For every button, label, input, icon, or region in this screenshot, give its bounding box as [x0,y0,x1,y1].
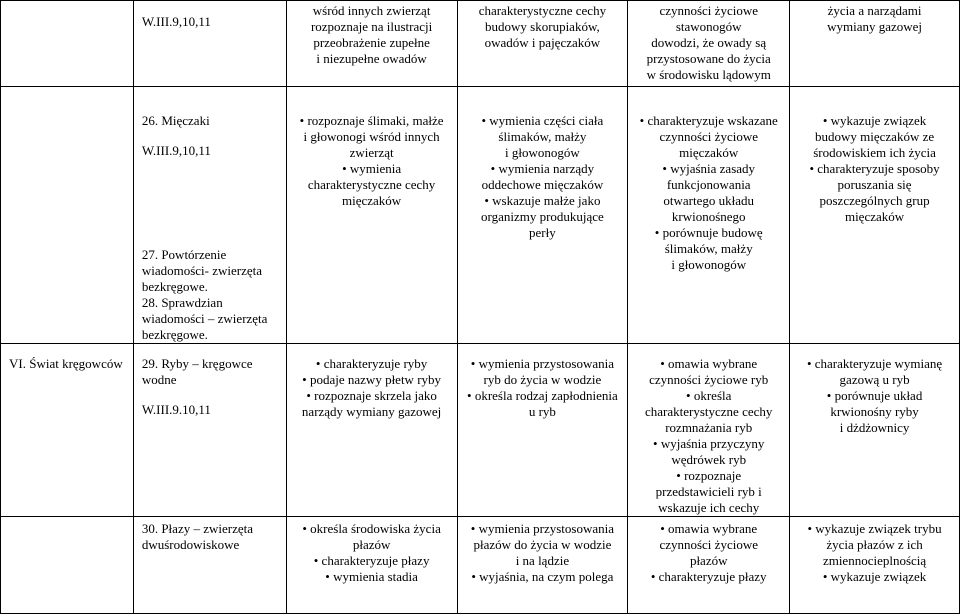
bullet-line: czynności życiowe ryb [649,372,769,387]
bullet-line: ryb do życia w wodzie [483,372,602,387]
bullet-line: i głowonogów [505,145,580,160]
bullet-item [287,356,457,372]
text-line: budowy skorupiaków, [485,19,600,34]
bullet-item [790,521,959,569]
row3-col2 [286,344,457,517]
text-line: bezkręgowe. [141,327,208,342]
bullet-text: porównuje budowę [662,225,763,240]
row3-col5 [790,344,960,517]
text-line: wśród innych zwierząt [312,3,431,18]
bullet-item [628,356,789,388]
topic-title: 30. Płazy – zwierzęta [141,521,254,536]
row2-col5 [790,87,960,344]
bullet-line: funkcjonowania [666,177,751,192]
row1-topic [133,1,286,87]
bullet-line [628,161,789,177]
bullet-item [790,356,959,388]
row2-section [1,87,134,344]
bullet-text: określa rodzaj zapłodnienia [474,388,618,403]
bullet-item [287,569,457,585]
bullet-line: krwionośny ryby [830,404,919,419]
topic-title: 29. Ryby – kręgowce [141,356,253,371]
bullet-line: gazową u ryb [839,372,910,387]
row4-col3 [457,517,628,614]
bullet-line: życia płazów z ich [826,537,923,552]
bullet-line: zwierząt [349,145,394,160]
bullet-line: organizmy produkujące [480,209,604,224]
bullet-text: charakteryzuje sposoby [817,161,940,176]
bullet-icon: • [490,161,499,176]
bullet-line [790,356,959,372]
bullet-icon: • [660,521,669,536]
bullet-item [628,436,789,468]
row4-col2 [286,517,457,614]
row4-section [1,517,134,614]
text-line: 28. Sprawdzian [141,295,223,310]
text-line: i niezupełne owadów [316,51,427,66]
text-line: czynności życiowe [659,3,758,18]
bullet-item [458,356,628,388]
bullet-icon: • [653,436,661,451]
bullet-item [628,521,789,569]
bullet-icon: • [650,569,659,584]
bullet-line: płazów [352,537,391,552]
bullet-item [628,113,789,161]
bullet-line [628,388,789,404]
bullet-icon: • [299,113,308,128]
bullet-text: wymienia narządy [498,161,595,176]
bullet-icon: • [676,468,685,483]
bullet-text: porównuje układ [834,388,923,403]
bullet-line: budowy mięczaków ze [815,129,935,144]
bullet-text: wyjaśnia zasady [670,161,756,176]
row2-col4 [628,87,790,344]
table-row-2 [1,87,960,344]
bullet-icon: • [807,521,816,536]
bullet-line: charakterystyczne cechy [307,177,436,192]
bullet-line: ślimaków, małży [664,241,753,256]
bullet-line [458,356,628,372]
bullet-icon: • [686,388,694,403]
bullet-line [790,113,959,129]
row3-col3 [457,344,628,517]
bullet-line: wędrówek ryb [671,452,747,467]
bullet-line: i dżdżownicy [839,420,910,435]
bullet-line: środowiskiem ich życia [813,145,936,160]
bullet-icon: • [313,553,322,568]
bullet-icon: • [481,113,490,128]
bullet-line: perły [529,225,556,240]
bullet-line: poruszania się [837,177,912,192]
bullet-line [287,553,457,569]
bullet-icon: • [325,569,334,584]
bullet-icon: • [809,161,818,176]
row1-code: W.III.9,10,11 [141,14,211,29]
bullet-icon: • [822,113,831,128]
row1-col5 [790,1,960,87]
bullet-text: wymienia [349,161,402,176]
row2-topic [133,87,286,344]
bullet-line: wskazuje ich cechy [658,500,760,515]
bullet-text: omawia wybrane [668,356,758,371]
bullet-icon: • [471,569,480,584]
topic-title: 26. Mięczaki [141,113,210,128]
text-line: życia a narządami [827,3,922,18]
topic-review [142,247,286,343]
bullet-icon: • [822,569,831,584]
bullet-line: narządy wymiany gazowej [301,404,442,419]
bullet-line: zmiennocieplnością [822,553,927,568]
bullet-item [790,161,959,225]
bullet-item [287,113,457,161]
bullet-line: ślimaków, małży [498,129,587,144]
bullet-line [287,113,457,129]
bullet-line: mięczaków [342,193,402,208]
bullet-line [458,521,628,537]
bullet-line: przedstawicieli ryb i [655,484,762,499]
bullet-item [458,113,628,161]
bullet-line: mięczaków [679,145,739,160]
bullet-icon: • [660,356,669,371]
topic-code: W.III.9,10,11 [141,143,211,158]
row4-col4 [628,517,790,614]
bullet-icon: • [315,356,324,371]
bullet-item [458,388,628,420]
bullet-line: i na lądzie [515,553,570,568]
bullet-item [628,225,789,273]
bullet-text: charakteryzuje płazy [321,553,430,568]
bullet-icon: • [342,161,350,176]
bullet-text: rozpoznaje [684,468,742,483]
bullet-line [628,569,789,585]
bullet-line: i głowonogi wśród innych [303,129,440,144]
bullet-text: rozpoznaje skrzela jako [314,388,437,403]
text-line: dowodzi, że owady są [651,35,767,50]
bullet-line: czynności życiowe [659,537,758,552]
bullet-line [628,225,789,241]
row3-section [1,344,134,517]
bullet-line: i głowonogów [671,257,747,272]
bullet-item [790,113,959,161]
bullet-line [458,569,628,585]
bullet-text: wymienia części ciała [489,113,604,128]
bullet-item [287,161,457,209]
bullet-item [287,388,457,420]
bullet-item [287,372,457,388]
bullet-text: wykazuje związek [830,569,927,584]
bullet-text: określa [693,388,732,403]
table-row-3 [1,344,960,517]
bullet-line [287,569,457,585]
bullet-icon: • [470,521,479,536]
text-line: 27. Powtórzenie [141,247,227,262]
bullet-line [628,468,789,484]
bullet-icon: • [470,356,479,371]
bullet-item [458,521,628,569]
bullet-item [790,388,959,436]
topic-code: W.III.9.10,11 [141,402,211,417]
bullet-line [287,161,457,177]
bullet-item [628,468,789,516]
bullet-line [790,569,959,585]
text-line: bezkręgowe. [141,279,208,294]
bullet-line [790,388,959,404]
bullet-line: mięczaków [844,209,905,224]
bullet-item [790,569,959,585]
bullet-item [458,193,628,241]
text-line: wiadomości – zwierzęta [141,311,268,326]
bullet-text: wymienia przystosowania [478,521,614,536]
bullet-item [628,569,789,585]
bullet-text: wykazuje związek [830,113,927,128]
bullet-item [458,161,628,193]
bullet-line [628,521,789,537]
bullet-line: charakterystyczne cechy [645,404,773,419]
bullet-icon: • [654,225,663,240]
bullet-icon: • [467,388,475,403]
text-line: w środowisku lądowym [646,67,771,82]
text-line: charakterystyczne cechy [478,3,607,18]
text-line: wiadomości- zwierzęta [141,263,263,278]
bullet-icon: • [302,521,311,536]
bullet-text: charakteryzuje wymianę [814,356,943,371]
text-line: owadów i pajęczaków [484,35,601,50]
bullet-icon: • [639,113,648,128]
bullet-line: otwartego układu [663,193,755,208]
bullet-line: czynności życiowe [659,129,758,144]
bullet-icon: • [484,193,493,208]
bullet-icon: • [302,372,310,387]
bullet-line [287,356,457,372]
bullet-text: charakteryzuje płazy [658,569,767,584]
text-line: przystosowane do życia [646,51,771,66]
bullet-item [287,553,457,569]
row2-col2 [286,87,457,344]
topic-subtitle: wodne [141,372,177,387]
bullet-text: rozpoznaje ślimaki, małże [307,113,444,128]
table-row-1 [1,1,960,87]
bullet-icon: • [306,388,315,403]
bullet-text: charakteryzuje ryby [323,356,428,371]
row2-col3 [457,87,628,344]
bullet-text: wyjaśnia, na czym polega [479,569,614,584]
bullet-line [628,356,789,372]
bullet-line [287,521,457,537]
bullet-line: oddechowe mięczaków [481,177,604,192]
bullet-text: charakteryzuje wskazane [647,113,778,128]
section-title: VI. Świat kręgowców [9,356,123,371]
row1-col2 [286,1,457,87]
bullet-item [458,569,628,585]
bullet-line [458,388,628,404]
bullet-line [790,521,959,537]
bullet-line [458,193,628,209]
bullet-item [628,388,789,436]
bullet-item [628,161,789,225]
bullet-line: płazów do życia w wodzie [473,537,612,552]
bullet-text: wyjaśnia przyczyny [660,436,765,451]
bullet-text: omawia wybrane [668,521,758,536]
row4-col5 [790,517,960,614]
bullet-icon: • [826,388,835,403]
bullet-icon: • [806,356,815,371]
table-row-4 [1,517,960,614]
bullet-line [458,161,628,177]
row4-topic [133,517,286,614]
bullet-line [458,113,628,129]
text-line: wymiany gazowej [827,19,923,34]
row1-section [1,1,134,87]
bullet-text: wskazuje małże jako [492,193,601,208]
bullet-text: wymienia przystosowania [478,356,614,371]
bullet-line: płazów [689,553,728,568]
bullet-item [287,521,457,553]
bullet-text: wymienia stadia [333,569,418,584]
row3-topic [133,344,286,517]
topic-subtitle: dwuśrodowiskowe [141,537,240,552]
bullet-line [287,372,457,388]
bullet-line: poszczególnych grup [819,193,930,208]
bullet-line: krwionośnego [671,209,746,224]
bullet-text: wykazuje związek trybu [815,521,942,536]
row1-col3 [457,1,628,87]
bullet-line: rozmnażania ryb [665,420,753,435]
bullet-line [790,161,959,177]
bullet-icon: • [662,161,671,176]
bullet-text: podaje nazwy płetw ryby [309,372,442,387]
text-line: rozpoznaje na ilustracji [310,19,433,34]
bullet-line: u ryb [528,404,556,419]
text-line: stawonogów [675,19,742,34]
bullet-text: określa środowiska życia [310,521,441,536]
bullet-line [287,388,457,404]
bullet-line [628,113,789,129]
bullet-line [628,436,789,452]
row1-col4 [628,1,790,87]
text-line: przeobrażenie zupełne [313,35,430,50]
row3-col4 [628,344,790,517]
